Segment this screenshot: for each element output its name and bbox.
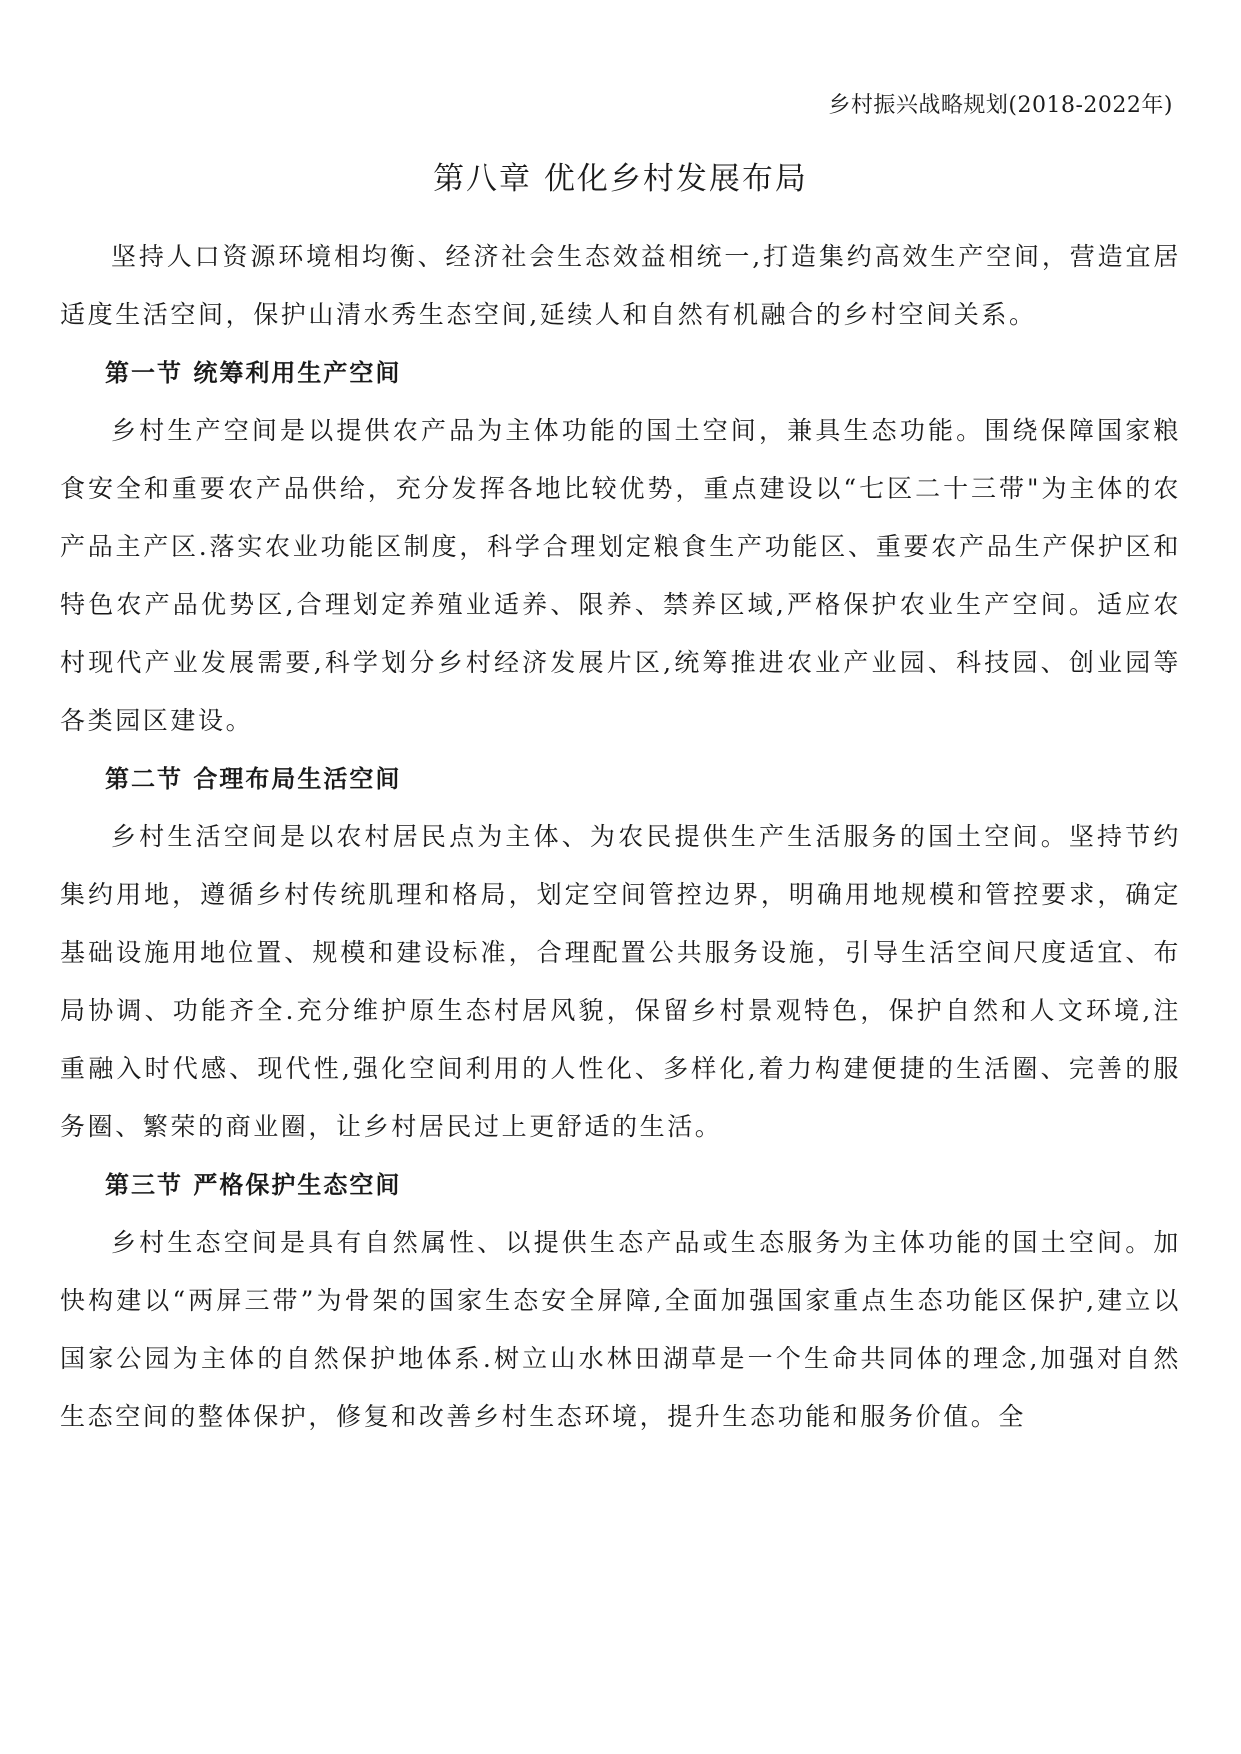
- chapter-title: 第八章 优化乡村发展布局: [433, 161, 808, 197]
- section-paragraph-2: 乡村生活空间是以农村居民点为主体、为农民提供生产生活服务的国土空间。坚持节约集约用地，遵循乡村传统肌理和格局，划定空间管控边界，明确用地规模和管控要求，确定基础设施用地位置、规模和建设标准，合理配置公共服务设施，引导生活空间尺度适宜、布局协调、功能齐全.充分维护原生态村居风貌，保留乡村景观特色，保护自然和人文环境,注重融入时代感、现代性,强化空间利用的人性化、多样化,着力构建便捷的生活圈、完善的服务圈、繁荣的商业圈，让乡村居民过上更舒适的生活。: [60, 822, 1181, 1141]
- section-paragraph-1: 乡村生产空间是以提供农产品为主体功能的国土空间，兼具生态功能。围绕保障国家粮食安全和重要农产品供给，充分发挥各地比较优势，重点建设以“七区二十三带"为主体的农产品主产区.落实农业功能区制度，科学合理划定粮食生产功能区、重要农产品生产保护区和特色农产品优势区,合理划定养殖业适养、限养、禁养区域,严格保护农业生产空间。适应农村现代产业发展需要,科学划分乡村经济发展片区,统筹推进农业产业园、科技园、创业园等各类园区建设。: [60, 416, 1181, 735]
- running-header: 乡村振兴战略规划(2018-2022年): [828, 93, 1173, 118]
- intro-paragraph: 坚持人口资源环境相均衡、经济社会生态效益相统一,打造集约高效生产空间，营造宜居适度生活空间，保护山清水秀生态空间,延续人和自然有机融合的乡村空间关系。: [60, 242, 1181, 329]
- section-heading-2: 第二节 合理布局生活空间: [105, 765, 402, 793]
- section-paragraph-3: 乡村生态空间是具有自然属性、以提供生态产品或生态服务为主体功能的国土空间。加快构建以“两屏三带”为骨架的国家生态安全屏障,全面加强国家重点生态功能区保护,建立以国家公园为主体的自然保护地体系.树立山水林田湖草是一个生命共同体的理念,加强对自然生态空间的整体保护，修复和改善乡村生态环境，提升生态功能和服务价值。全: [60, 1228, 1181, 1431]
- section-heading-3: 第三节 严格保护生态空间: [105, 1171, 402, 1199]
- document-body: [60, 228, 1181, 1446]
- section-heading-1: 第一节 统筹利用生产空间: [105, 359, 402, 387]
